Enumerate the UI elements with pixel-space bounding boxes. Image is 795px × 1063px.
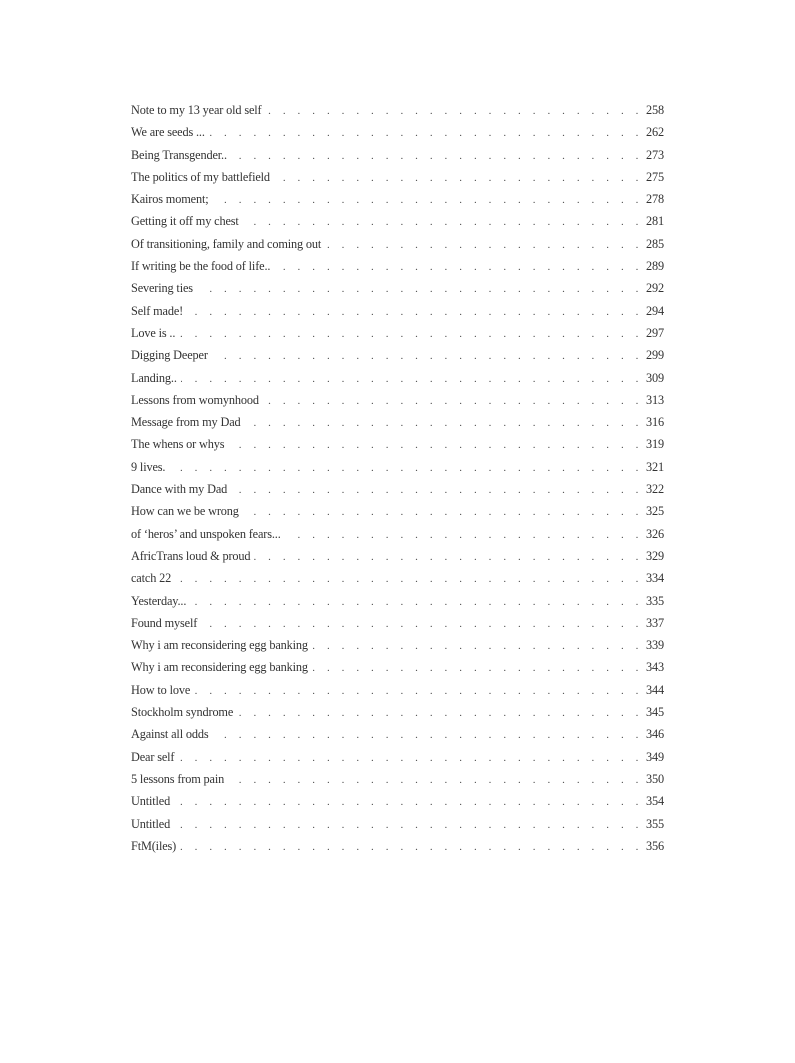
toc-entry-title: 5 lessons from pain xyxy=(131,771,225,786)
toc-dot-leader xyxy=(209,122,643,144)
toc-entry-page: 335 xyxy=(646,593,664,608)
toc-entry[interactable] xyxy=(131,679,664,701)
toc-entry-title: Of transitioning, family and coming out xyxy=(131,236,322,251)
toc-entry-title: Landing.. xyxy=(131,370,177,385)
toc-dot-leader xyxy=(231,479,643,501)
toc-entry-page: 294 xyxy=(646,303,664,318)
toc-entry[interactable] xyxy=(131,656,664,678)
toc-entry[interactable] xyxy=(131,367,664,389)
toc-entry-title: Found myself xyxy=(131,615,198,630)
toc-entry-title: Kairos moment; xyxy=(131,192,209,207)
toc-entry[interactable] xyxy=(131,500,664,522)
toc-entry-title: FtM(iles) xyxy=(131,838,177,853)
toc-entry-title: Why i am reconsidering egg banking xyxy=(131,660,308,675)
toc-dot-leader xyxy=(274,167,643,189)
toc-entry-title: Digging Deeper xyxy=(131,348,208,363)
toc-entry-title: How to love xyxy=(131,682,191,697)
toc-dot-leader xyxy=(194,680,643,702)
toc-dot-leader xyxy=(243,501,643,523)
toc-entry-title: Dance with my Dad xyxy=(131,482,228,497)
toc-dot-leader xyxy=(312,657,643,679)
toc-entry-page: 349 xyxy=(646,749,664,764)
toc-entry[interactable] xyxy=(131,210,664,232)
toc-entry-page: 297 xyxy=(646,325,664,340)
toc-entry-page: 278 xyxy=(646,192,664,207)
toc-entry[interactable] xyxy=(131,701,664,723)
toc-dot-leader xyxy=(263,390,643,412)
toc-entry-title: Dear self xyxy=(131,749,175,764)
toc-entry[interactable] xyxy=(131,255,664,277)
toc-entry-page: 319 xyxy=(646,437,664,452)
toc-entry-title: Self made! xyxy=(131,303,184,318)
toc-entry-page: 329 xyxy=(646,548,664,563)
toc-entry[interactable] xyxy=(131,99,664,121)
toc-dot-leader xyxy=(179,323,643,345)
toc-dot-leader xyxy=(231,145,643,167)
toc-dot-leader xyxy=(245,412,643,434)
toc-entry[interactable] xyxy=(131,277,664,299)
toc-entry-title: catch 22 xyxy=(131,571,172,586)
toc-entry-page: 345 xyxy=(646,705,664,720)
toc-dot-leader xyxy=(197,278,643,300)
toc-entry-page: 346 xyxy=(646,727,664,742)
toc-dot-leader xyxy=(190,591,643,613)
toc-entry[interactable] xyxy=(131,813,664,835)
toc-entry-title: Message from my Dad xyxy=(131,415,241,430)
toc-dot-leader xyxy=(237,702,643,724)
toc-dot-leader xyxy=(212,189,643,211)
toc-entry[interactable] xyxy=(131,188,664,210)
toc-entry-page: 273 xyxy=(646,147,664,162)
toc-dot-leader xyxy=(201,613,643,635)
toc-dot-leader xyxy=(285,524,643,546)
toc-entry-page: 316 xyxy=(646,415,664,430)
toc-entry[interactable] xyxy=(131,456,664,478)
toc-entry-title: The whens or whys xyxy=(131,437,225,452)
toc-entry[interactable] xyxy=(131,233,664,255)
toc-entry-page: 285 xyxy=(646,236,664,251)
toc-entry-title: 9 lives. xyxy=(131,459,166,474)
toc-dot-leader xyxy=(178,747,643,769)
toc-entry-page: 275 xyxy=(646,169,664,184)
toc-dot-leader xyxy=(169,457,643,479)
toc-entry-page: 289 xyxy=(646,259,664,274)
toc-dot-leader xyxy=(181,368,643,390)
toc-entry-title: Yesterday... xyxy=(131,593,187,608)
toc-entry[interactable] xyxy=(131,590,664,612)
toc-entry-page: 337 xyxy=(646,615,664,630)
toc-entry[interactable] xyxy=(131,835,664,857)
toc-entry[interactable] xyxy=(131,790,664,812)
toc-dot-leader xyxy=(325,234,643,256)
toc-entry-page: 356 xyxy=(646,838,664,853)
toc-dot-leader xyxy=(312,635,643,657)
toc-entry-page: 343 xyxy=(646,660,664,675)
toc-entry-page: 258 xyxy=(646,103,664,117)
toc-dot-leader xyxy=(228,434,643,456)
toc-entry-page: 299 xyxy=(646,348,664,363)
toc-entry[interactable] xyxy=(131,411,664,433)
toc-entry[interactable] xyxy=(131,746,664,768)
toc-entry-title: Why i am reconsidering egg banking xyxy=(131,638,308,653)
toc-entry[interactable] xyxy=(131,344,664,366)
toc-entry-page: 355 xyxy=(646,816,664,831)
toc-entry[interactable] xyxy=(131,144,664,166)
toc-entry-title: Severing ties xyxy=(131,281,193,296)
toc-entry-page: 334 xyxy=(646,571,664,586)
toc-dot-leader xyxy=(187,301,643,323)
toc-entry[interactable] xyxy=(131,322,664,344)
toc-entry-title: Love is .. xyxy=(131,325,176,340)
toc-entry[interactable] xyxy=(131,523,664,545)
toc-dot-leader xyxy=(243,211,643,233)
toc-dot-leader xyxy=(228,769,643,791)
toc-entry-title: Untitled xyxy=(131,794,171,809)
toc-entry-page: 354 xyxy=(646,794,664,809)
toc-entry-page: 350 xyxy=(646,771,664,786)
toc-entry-page: 325 xyxy=(646,504,664,519)
toc-dot-leader xyxy=(212,345,643,367)
toc-entry-title: The politics of my battlefield xyxy=(131,169,270,184)
toc-entry-title: AfricTrans loud & proud xyxy=(131,548,251,563)
toc-entry-page: 292 xyxy=(646,281,664,296)
toc-dot-leader xyxy=(266,100,643,122)
toc-entry-page: 309 xyxy=(646,370,664,385)
toc-entry[interactable] xyxy=(131,545,664,567)
toc-entry-page: 281 xyxy=(646,214,664,229)
toc-entry-page: 344 xyxy=(646,682,664,697)
toc-dot-leader xyxy=(180,836,643,858)
toc-dot-leader xyxy=(274,256,643,278)
toc-dot-leader xyxy=(254,546,643,568)
toc-entry-title: If writing be the food of life.. xyxy=(131,259,271,274)
toc-entry-page: 313 xyxy=(646,392,664,407)
toc-entry-title: Being Transgender.. xyxy=(131,147,227,162)
toc-entry[interactable] xyxy=(131,768,664,790)
toc-entry[interactable] xyxy=(131,612,664,634)
toc-entry[interactable] xyxy=(131,166,664,188)
toc-entry-title: Against all odds xyxy=(131,727,209,742)
table-of-contents xyxy=(131,99,664,857)
toc-entry-title: Note to my 13 year old self xyxy=(131,103,262,117)
toc-entry[interactable] xyxy=(131,433,664,455)
toc-entry-title: Stockholm syndrome xyxy=(131,705,234,720)
toc-entry[interactable] xyxy=(131,300,664,322)
toc-entry[interactable] xyxy=(131,567,664,589)
toc-dot-leader xyxy=(174,791,643,813)
toc-entry[interactable] xyxy=(131,723,664,745)
toc-dot-leader xyxy=(174,814,643,836)
toc-entry-title: Getting it off my chest xyxy=(131,214,239,229)
toc-dot-leader xyxy=(213,724,643,746)
toc-entry[interactable] xyxy=(131,478,664,500)
toc-entry[interactable] xyxy=(131,121,664,143)
toc-entry-title: Lessons from womynhood xyxy=(131,392,259,407)
toc-entry-page: 326 xyxy=(646,526,664,541)
toc-entry-title: We are seeds ... xyxy=(131,125,205,140)
toc-dot-leader xyxy=(175,568,643,590)
toc-entry-title: How can we be wrong xyxy=(131,504,239,519)
toc-entry-page: 322 xyxy=(646,482,664,497)
toc-entry-page: 262 xyxy=(646,125,664,140)
toc-entry-title: Untitled xyxy=(131,816,171,831)
toc-entry-page: 339 xyxy=(646,638,664,653)
toc-entry-title: of ‘heros’ and unspoken fears... xyxy=(131,526,281,541)
toc-entry-page: 321 xyxy=(646,459,664,474)
toc-entry[interactable] xyxy=(131,634,664,656)
toc-entry[interactable] xyxy=(131,389,664,411)
